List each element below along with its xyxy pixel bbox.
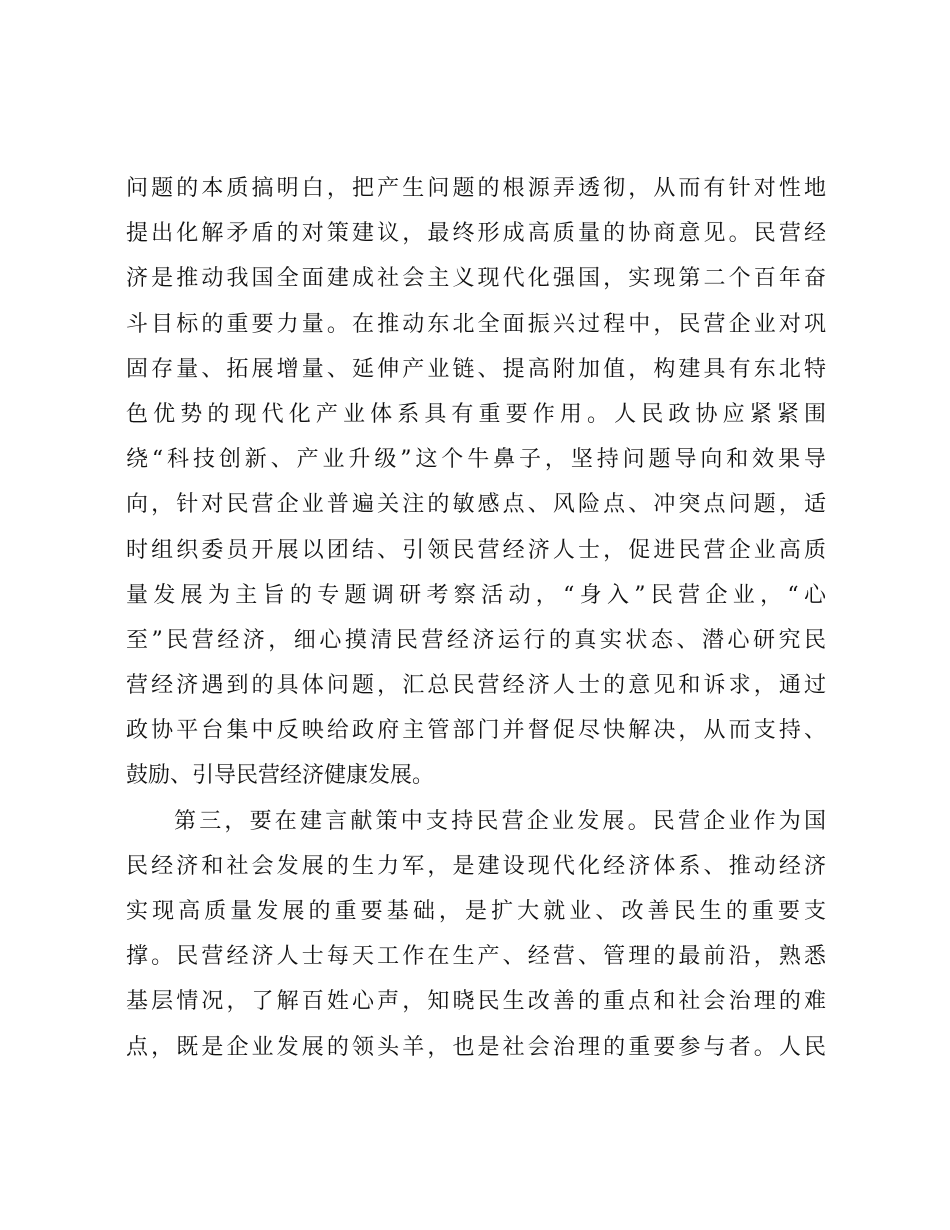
text-line: 营经济遇到的具体问题，汇总民营经济人士的意见和诉求，通过	[126, 673, 826, 699]
text-line: 鼓励、引导民营经济健康发展。	[126, 763, 435, 789]
text-line: 民经济和社会发展的生力军，是建设现代化经济体系、推动经济	[126, 853, 826, 879]
text-line: 色优势的现代化产业体系具有重要作用。人民政协应紧紧围	[126, 401, 826, 427]
text-line: 基层情况，了解百姓心声，知晓民生改善的重点和社会治理的难	[126, 989, 826, 1015]
text-line: 问题的本质搞明白，把产生问题的根源弄透彻，从而有针对性地	[126, 176, 826, 201]
text-line: 量发展为主旨的专题调研考察活动，“身入”民营企业，“心	[126, 582, 826, 608]
text-line: 政协平台集中反映给政府主管部门并督促尽快解决，从而支持、	[126, 718, 826, 744]
text-line: 向，针对民营企业普遍关注的敏感点、风险点、冲突点问题，适	[126, 492, 826, 518]
text-line: 固存量、拓展增量、延伸产业链、提高附加值，构建具有东北特	[126, 356, 826, 382]
text-line: 济是推动我国全面建成社会主义现代化强国，实现第二个百年奋	[126, 266, 826, 292]
paragraph-2	[126, 799, 826, 1070]
text-line: 撑。民营经济人士每天工作在生产、经营、管理的最前沿，熟悉	[126, 944, 826, 970]
text-line: 提出化解矛盾的对策建议，最终形成高质量的协商意见。民营经	[126, 221, 826, 247]
text-line: 绕“科技创新、产业升级”这个牛鼻子，坚持问题导向和效果导	[126, 447, 826, 473]
text-line: 至”民营经济，细心摸清民营经济运行的真实状态、潜心研究民	[126, 627, 826, 653]
paragraph-1	[126, 166, 826, 799]
text-line: 时组织委员开展以团结、引领民营经济人士，促进民营企业高质	[126, 537, 826, 563]
text-line: 斗目标的重要力量。在推动东北全面振兴过程中，民营企业对巩	[126, 311, 826, 337]
body-text	[126, 166, 826, 1070]
text-line: 点，既是企业发展的领头羊，也是社会治理的重要参与者。人民	[126, 1034, 826, 1060]
text-line: 第三，要在建言献策中支持民营企业发展。民营企业作为国	[174, 808, 826, 834]
text-line: 实现高质量发展的重要基础，是扩大就业、改善民生的重要支	[126, 899, 826, 924]
